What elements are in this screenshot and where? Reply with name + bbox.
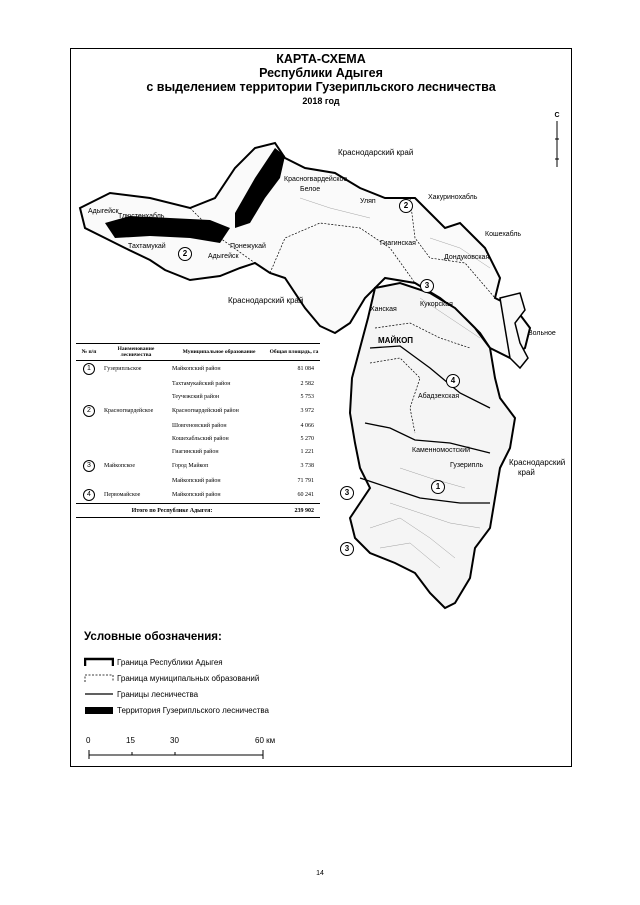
table-row — [76, 390, 320, 403]
legend-title: Условные обозначения: — [84, 631, 222, 643]
table-cell-municipality: Гиагинский район — [172, 448, 219, 455]
label-krasnodar-top: Краснодарский край — [338, 148, 414, 157]
municipal-boundary-swatch-icon — [84, 673, 114, 683]
table-cell-forestry: Красногвардейское — [104, 408, 154, 414]
forestry-boundary-swatch-icon — [84, 689, 114, 699]
label-krasnodar-mid: Краснодарский край — [228, 296, 304, 305]
table-cell-area: 71 791 — [297, 477, 314, 484]
table-cell-area: 1 221 — [300, 448, 314, 455]
table-cell-area: 2 582 — [300, 380, 314, 387]
table-cell-area: 4 066 — [300, 422, 314, 429]
table-cell-area: 81 084 — [297, 366, 314, 372]
table-row — [76, 377, 320, 390]
table-cell-municipality: Шовгеновский район — [172, 422, 227, 429]
legend-item-municipal-boundary — [84, 673, 259, 683]
table-cell-area: 5 753 — [300, 393, 314, 400]
table-cell-num — [76, 361, 102, 378]
legend-label: Граница Республики Адыгея — [117, 657, 223, 667]
label-abadzekhskaya: Абадзехская — [418, 393, 460, 400]
table-row — [76, 419, 320, 432]
legend-label: Территория Гузерипльского лесничества — [117, 705, 270, 715]
map-marker-3b: 3 — [340, 486, 354, 500]
label-koshekhabl: Кошехабль — [485, 231, 522, 238]
label-maykop: МАЙКОП — [378, 336, 414, 345]
map-subtitle-region: Республики Адыгея — [259, 66, 383, 80]
scale-tick-0: 0 — [86, 736, 91, 745]
scale-bar-line — [88, 749, 268, 763]
table-cell-forestry: Первомайское — [104, 492, 141, 498]
table-header-forestry: Наименование лесничества — [102, 344, 170, 361]
table-row — [76, 474, 320, 487]
label-krasnodar-right-2: край — [518, 468, 535, 477]
map-marker-1a: 1 — [431, 480, 445, 494]
label-krasnogvardeyskoe: Красногвардейское — [284, 176, 348, 183]
table-row — [76, 432, 320, 445]
label-guzeripl: Гузерипль — [450, 462, 484, 469]
table-row — [76, 361, 320, 378]
table-cell-forestry: Майкопское — [104, 463, 136, 469]
table-cell-num — [76, 474, 102, 487]
label-volnoe: Вольное — [528, 330, 556, 337]
map-title: КАРТА-СХЕМА — [276, 52, 366, 66]
table-total-row — [76, 504, 320, 518]
forestry-number-badge: 1 — [83, 363, 95, 375]
legend-item-region-boundary — [84, 657, 223, 667]
table-row — [76, 487, 320, 504]
table-cell-num — [76, 377, 102, 390]
forestry-number-badge: 4 — [83, 489, 95, 501]
table-cell-municipality: Тахтамукайский район — [172, 380, 231, 387]
forestry-number-badge: 2 — [83, 405, 95, 417]
map-year: 2018 год — [302, 96, 340, 106]
table-cell-municipality: Майкопский район — [172, 492, 221, 498]
table-cell-num — [76, 403, 102, 419]
label-adygeysk-2: Адыгейск — [208, 253, 239, 260]
label-donduk: Дондуковская — [444, 254, 490, 261]
map-subtitle-forestry: с выделением территории Гузерипльского лесничества — [146, 80, 496, 94]
table-cell-num — [76, 419, 102, 432]
label-ponezhukay: Понежукай — [230, 243, 266, 250]
map-marker-2b: 2 — [178, 247, 192, 261]
label-ulyap: Уляп — [360, 198, 376, 205]
table-cell-municipality: Майкопский район — [172, 477, 221, 484]
map-marker-4a: 4 — [446, 374, 460, 388]
label-takhtamukay: Тахтамукай — [128, 243, 166, 250]
region-boundary-swatch-icon — [84, 657, 114, 667]
label-khakurinokhabl: Хакуринохабль — [428, 194, 478, 201]
table-cell-municipality: Город Майкоп — [172, 463, 209, 469]
table-cell-area: 3 972 — [300, 408, 314, 414]
table-cell-forestry — [102, 390, 170, 403]
table-cell-forestry — [102, 474, 170, 487]
table-cell-forestry — [102, 419, 170, 432]
table-cell-forestry — [102, 432, 170, 445]
legend-item-forestry-boundary — [84, 689, 198, 699]
table-cell-forestry — [102, 377, 170, 390]
label-kamennomostskiy: Каменномостский — [412, 447, 471, 454]
label-krasnodar-right-1: Краснодарский — [509, 458, 566, 467]
label-tlyustenkhabl: Тлюстенхабль — [118, 213, 165, 220]
table-cell-num — [76, 487, 102, 504]
table-cell-num — [76, 432, 102, 445]
table-header-area: Общая площадь, га — [268, 344, 320, 361]
scale-tick-15: 15 — [126, 736, 135, 745]
table-header-num: № п/п — [76, 344, 102, 361]
table-cell-municipality: Красногвардейский район — [172, 408, 239, 414]
map-marker-3c: 3 — [340, 542, 354, 556]
label-kukorskaya: Кукорская — [420, 301, 453, 308]
table-row — [76, 445, 320, 458]
table-cell-municipality: Майкопский район — [172, 366, 221, 372]
table-cell-forestry — [102, 445, 170, 458]
table-cell-area: 60 241 — [297, 492, 314, 498]
table-header-row — [76, 344, 320, 361]
table-cell-area: 5 270 — [300, 435, 314, 442]
forestry-area-table — [76, 343, 320, 518]
label-khanskaya: Ханская — [370, 306, 397, 313]
table-cell-municipality: Кошехабльский район — [172, 435, 229, 442]
table-cell-num — [76, 445, 102, 458]
legend-label: Границы лесничества — [117, 689, 199, 699]
map-marker-3a: 3 — [420, 279, 434, 293]
scale-tick-30: 30 — [170, 736, 179, 745]
table-cell-num — [76, 458, 102, 474]
table-cell-area: 3 738 — [300, 463, 314, 469]
label-adygeysk: Адыгейск — [88, 208, 119, 215]
guzeripl-territory-swatch-icon — [84, 705, 114, 715]
label-beloe: Белое — [300, 186, 321, 193]
table-cell-num — [76, 390, 102, 403]
north-label: С — [554, 112, 560, 119]
table-header-municipality: Муниципальное образование — [170, 344, 268, 361]
label-giaginskaya: Гиагинская — [380, 240, 416, 247]
legend-item-guzeripl-territory — [84, 705, 269, 715]
map-marker-2a: 2 — [399, 199, 413, 213]
forestry-number-badge: 3 — [83, 460, 95, 472]
table-cell-forestry: Гузерипльское — [104, 366, 142, 372]
table-row — [76, 458, 320, 474]
table-cell-municipality: Теучежский район — [172, 393, 220, 400]
table-total-value: 239 902 — [268, 504, 320, 518]
legend-label: Граница муниципальных образований — [117, 673, 260, 683]
table-row — [76, 403, 320, 419]
table-total-label: Итого по Республике Адыгея: — [76, 504, 268, 518]
scale-tick-60: 60 км — [255, 736, 276, 745]
page-number: 14 — [316, 870, 324, 877]
